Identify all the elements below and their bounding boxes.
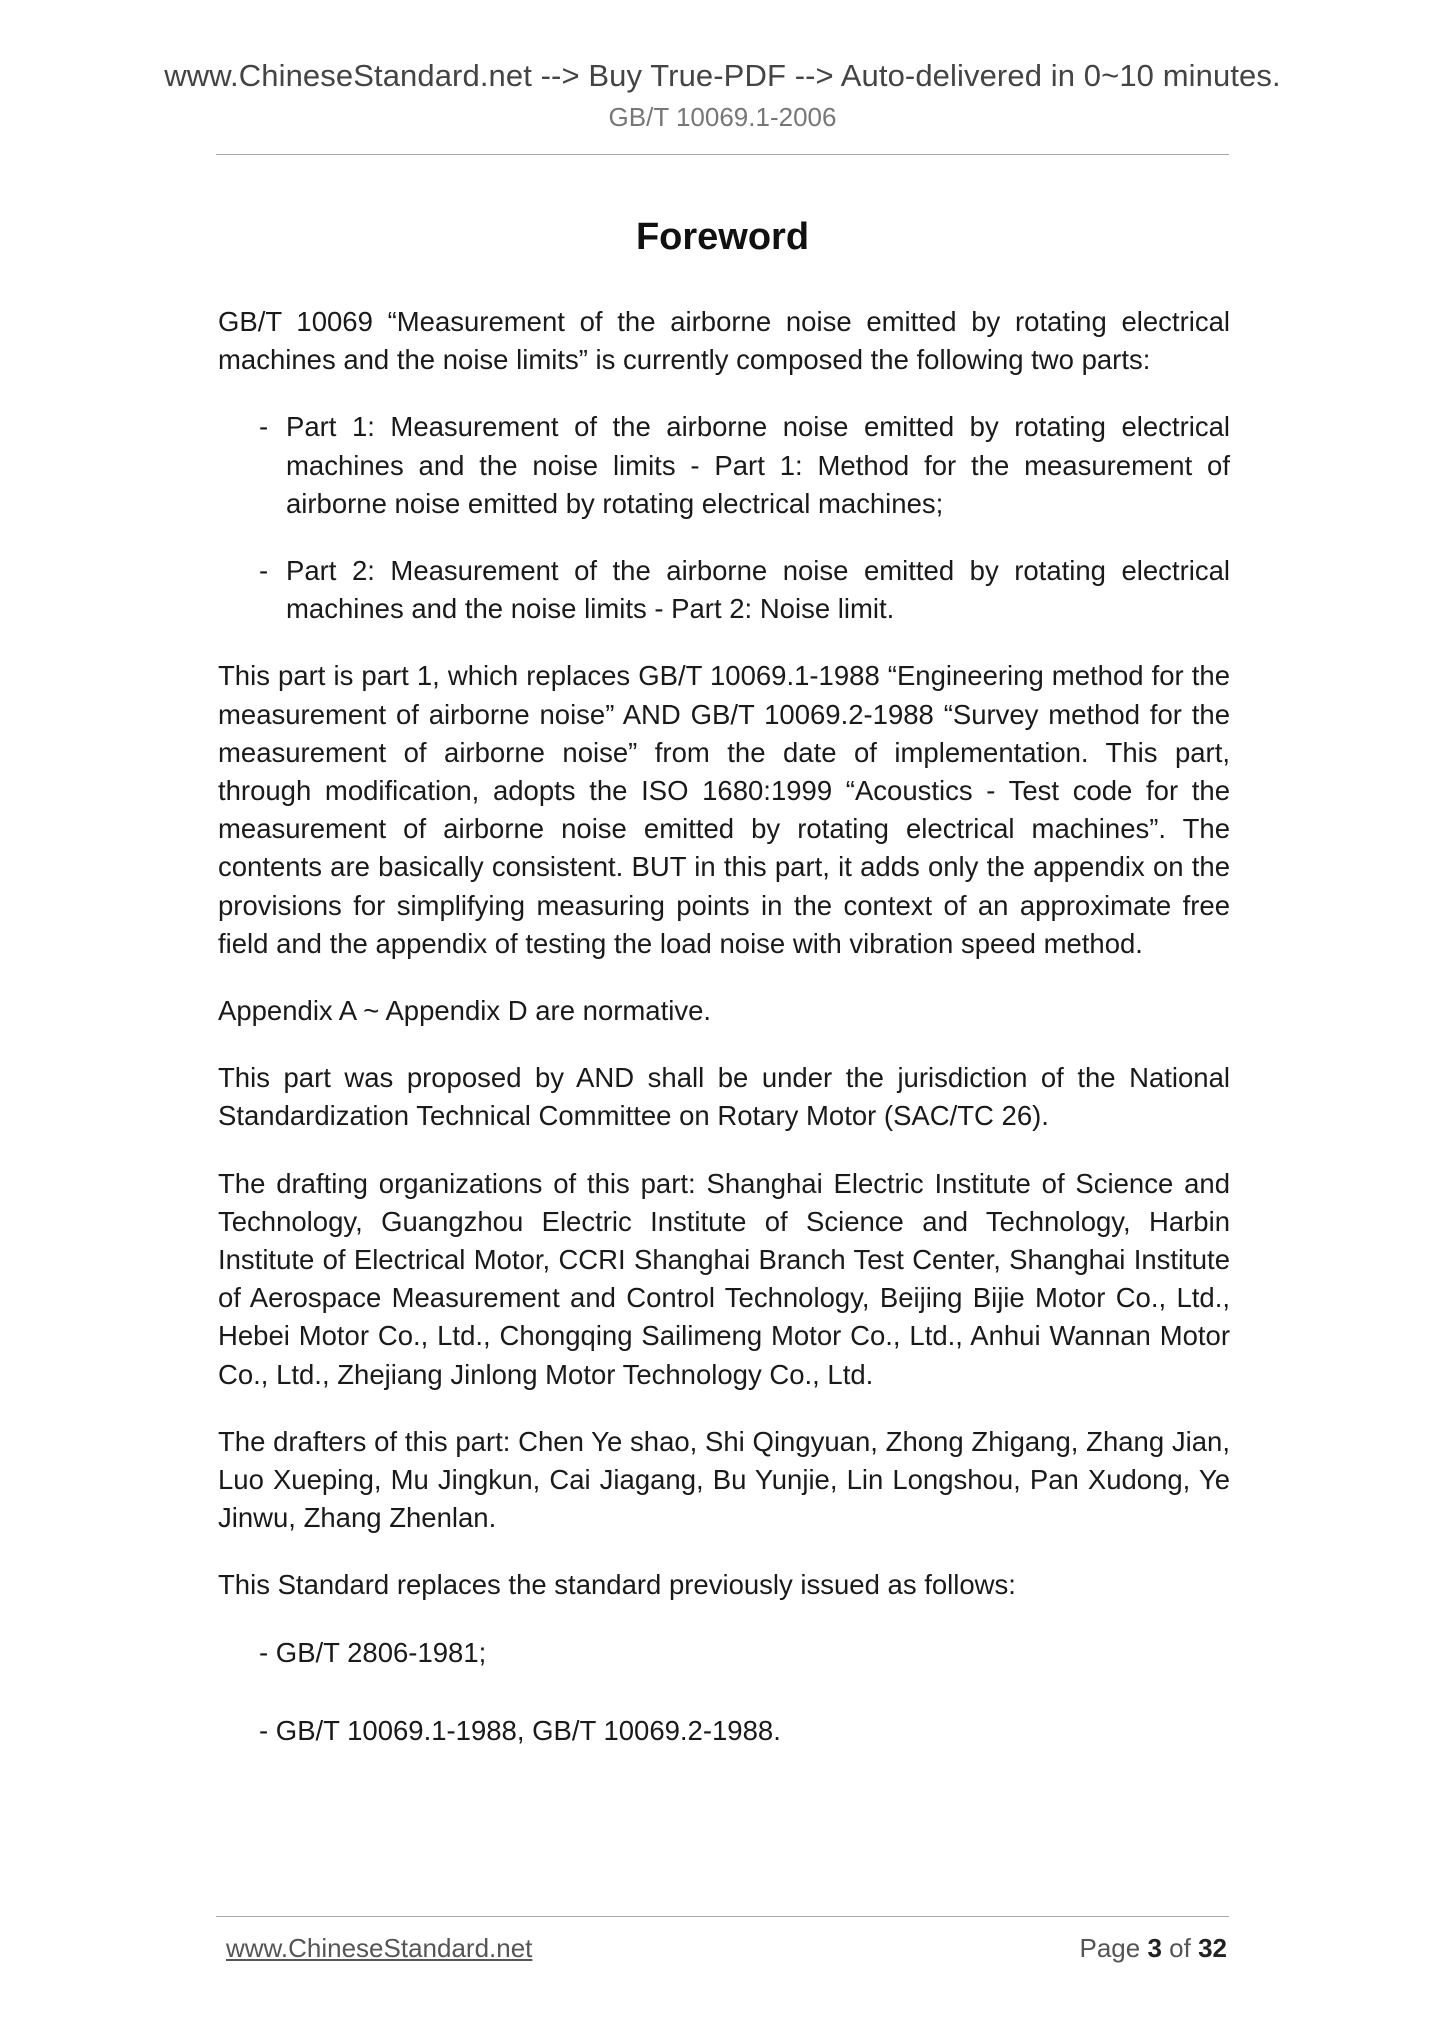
- drafters-paragraph: The drafters of this part: Chen Ye shao, Shi Qingyuan, Zhong Zhigang, Zhang Jian, Luo Xueping, Mu Jingkun, Cai Jiagang, Bu Yunjie, Lin Longshou, Pan Xudong, Ye Jinwu, Zhang Zhenlan.: [218, 1425, 1230, 1534]
- proposed-paragraph: This part was proposed by AND shall be under the jurisdiction of the National Standardization Technical Committee on Rotary Motor (SAC/TC 26).: [218, 1062, 1230, 1132]
- list-dash: -: [259, 411, 269, 443]
- page-header: [0, 56, 1445, 134]
- previous-standard-item: - GB/T 10069.1-1988, GB/T 10069.2-1988.: [259, 1714, 781, 1746]
- previous-standards-intro: This Standard replaces the standard previously issued as follows:: [218, 1569, 1016, 1601]
- document-body: [218, 303, 1230, 1790]
- header-banner-text: www.ChineseStandard.net --> Buy True-PDF --> Auto-delivered in 0~10 minutes.: [164, 58, 1281, 93]
- previous-standard-item: - GB/T 2806-1981;: [259, 1636, 487, 1668]
- list-item-text: Part 1: Measurement of the airborne noise emitted by rotating electrical machines and the noise limits - Part 1: Method for the measurement of airborne noise emitted by rotating electrical machines;: [286, 411, 1230, 519]
- list-dash: -: [259, 555, 269, 587]
- appendix-paragraph: Appendix A ~ Appendix D are normative.: [218, 995, 712, 1027]
- total-pages-number: 32: [1198, 1933, 1227, 1963]
- list-item-text: Part 2: Measurement of the airborne noise emitted by rotating electrical machines and the noise limits - Part 2: Noise limit.: [286, 555, 1230, 625]
- current-page-number: 3: [1147, 1933, 1162, 1963]
- header-standard-number: GB/T 10069.1-2006: [608, 102, 837, 132]
- page-number: [1079, 1931, 1227, 1965]
- drafting-organizations-paragraph: The drafting organizations of this part: Shanghai Electric Institute of Science and Technology, Guangzhou Electric Institute of Science and Technology, Harbin Institute of Electrical Motor, CCRI Shanghai Branch Test Center, Shanghai Institute of Aerospace Measurement and Control Technology, Beijing Bijie Motor Co., Ltd., Hebei Motor Co., Ltd., Chongqing Sailimeng Motor Co., Ltd., Anhui Wannan Motor Co., Ltd., Zhejiang Jinlong Motor Technology Co., Ltd.: [218, 1167, 1230, 1390]
- page-of-label: of: [1169, 1933, 1191, 1963]
- intro-paragraph: GB/T 10069 “Measurement of the airborne noise emitted by rotating electrical machines and the noise limits” is currently composed the following two parts:: [218, 306, 1230, 376]
- header-divider: [216, 154, 1229, 155]
- list-item-part-1: [218, 408, 1230, 523]
- page-label: Page: [1079, 1933, 1141, 1963]
- replaces-paragraph: This part is part 1, which replaces GB/T 10069.1-1988 “Engineering method for the measurement of airborne noise” AND GB/T 10069.2-1988 “Survey method for the measurement of airborne noise” from the date of implementation. This part, through modification, adopts the ISO 1680:1999 “Acoustics - Test code for the measurement of airborne noise emitted by rotating electrical machines”. The contents are basically consistent. BUT in this part, it adds only the appendix on the provisions for simplifying measuring points in the context of an approximate free field and the appendix of testing the load noise with vibration speed method.: [218, 660, 1230, 959]
- list-item-part-2: [218, 552, 1230, 628]
- footer-divider: [216, 1916, 1229, 1917]
- footer-website-link[interactable]: www.ChineseStandard.net: [226, 1933, 533, 1963]
- page-title: Foreword: [635, 216, 810, 258]
